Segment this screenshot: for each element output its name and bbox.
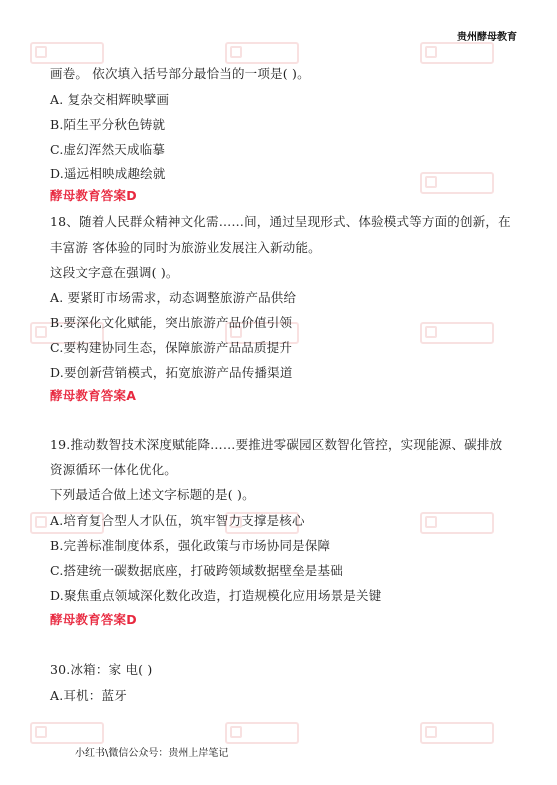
- header-brand: 贵州酵母教育: [457, 32, 517, 43]
- watermark-logo: [420, 42, 494, 64]
- watermark-logo: [30, 722, 104, 744]
- question-19-cont: 资源循环一体化优化。: [50, 462, 178, 477]
- option-a: A.培育复合型人才队伍，筑牢智力支撑是核心: [50, 513, 305, 528]
- watermark-logo: [225, 42, 299, 64]
- question-19: 19.推动数智技术深度赋能降……要推进零碳园区数智化管控，实现能源、碳排放: [50, 437, 503, 452]
- option-d: D.要创新营销模式，拓宽旅游产品传播渠道: [50, 365, 293, 380]
- text-line: 画卷。 依次填入括号部分最恰当的一项是( )。: [50, 66, 310, 81]
- answer-label: 酵母教育答案D: [50, 612, 137, 627]
- option-a: A.耳机：蓝牙: [50, 688, 127, 703]
- watermark-logo: [30, 42, 104, 64]
- option-a: A. 复杂交相辉映擘画: [50, 92, 170, 107]
- option-b: B.陌生平分秋色铸就: [50, 117, 166, 132]
- footer-text: 小红书\微信公众号：贵州上岸笔记: [75, 748, 229, 759]
- watermark-logo: [420, 722, 494, 744]
- watermark-logo: [420, 322, 494, 344]
- watermark-logo: [225, 722, 299, 744]
- question-19-prompt: 下列最适合做上述文字标题的是( )。: [50, 487, 255, 502]
- question-30: 30.冰箱：家 电( ): [50, 662, 153, 677]
- watermark-logo: [420, 172, 494, 194]
- option-c: C.搭建统一碳数据底座，打破跨领域数据壁垒是基础: [50, 563, 343, 578]
- question-18-prompt: 这段文字意在强调( )。: [50, 265, 179, 280]
- option-b: B.完善标准制度体系，强化政策与市场协同是保障: [50, 538, 331, 553]
- option-c: C.虚幻浑然天成临摹: [50, 142, 166, 157]
- watermark-logo: [420, 512, 494, 534]
- question-18: 18、随着人民群众精神文化需……间，通过呈现形式、体验模式等方面的创新，在: [50, 214, 511, 229]
- option-a: A. 要紧盯市场需求，动态调整旅游产品供给: [50, 290, 297, 305]
- option-b: B.要深化文化赋能，突出旅游产品价值引领: [50, 315, 293, 330]
- question-18-cont: 丰富游 客体验的同时为旅游业发展注入新动能。: [50, 240, 321, 255]
- option-d: D.遥远相映成趣绘就: [50, 166, 166, 181]
- option-d: D.聚焦重点领域深化数化改造，打造规模化应用场景是关键: [50, 588, 382, 603]
- option-c: C.要构建协同生态，保障旅游产品品质提升: [50, 340, 293, 355]
- answer-label: 酵母教育答案A: [50, 388, 137, 403]
- answer-label: 酵母教育答案D: [50, 188, 137, 203]
